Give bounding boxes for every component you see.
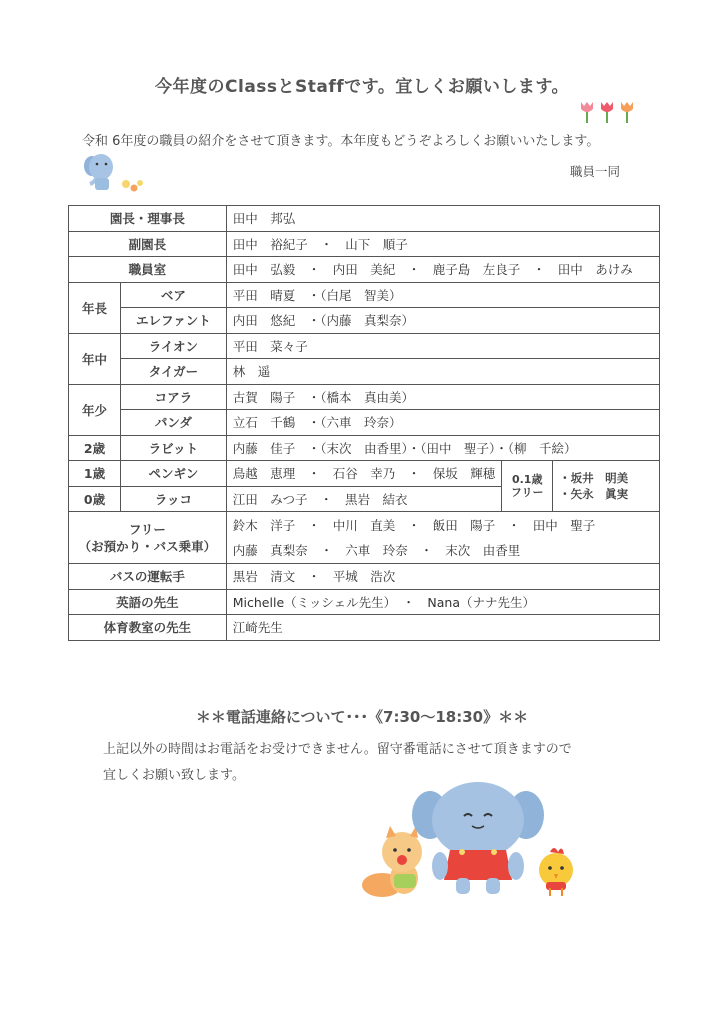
class-staff: 平田 菜々子 — [226, 333, 659, 359]
phone-text-line: 宜しくお願い致します。 — [103, 768, 245, 783]
intro-text: 令和 6年度の職員の紹介をさせて頂きます。本年度もどうぞよろしくお願いいたします。 — [82, 134, 600, 149]
english-names: Michelle（ミッシェル先生） ・ Nana（ナナ先生） — [226, 589, 659, 615]
table-row — [69, 410, 660, 436]
class-name: ベア — [121, 282, 227, 308]
table-row — [69, 282, 660, 308]
table-row — [69, 206, 660, 232]
table-row — [69, 615, 660, 641]
principal-label: 園長・理事長 — [69, 206, 227, 232]
baby-free-sublabel: フリー — [510, 486, 544, 499]
baby-free-staff — [553, 461, 660, 512]
table-row — [69, 257, 660, 283]
table-row — [69, 589, 660, 615]
free-title: フリー — [128, 521, 166, 537]
baby-free-label — [502, 461, 553, 512]
age2-label: 2歳 — [69, 435, 121, 461]
nencho-label: 年長 — [69, 282, 121, 333]
class-name: ラビット — [121, 435, 227, 461]
free-label — [69, 512, 227, 564]
class-name: ラッコ — [121, 486, 227, 512]
phone-title: ＊＊電話連絡について･･･《7:30～18:30》＊＊ — [195, 708, 529, 726]
bus-label: バスの運転手 — [69, 564, 227, 590]
nensho-label: 年少 — [69, 384, 121, 435]
class-staff: 古賀 陽子 ・（橋本 真由美） — [226, 384, 659, 410]
table-row — [69, 564, 660, 590]
class-name: タイガー — [121, 359, 227, 385]
class-name: パンダ — [121, 410, 227, 436]
class-name: ライオン — [121, 333, 227, 359]
nenchu-label: 年中 — [69, 333, 121, 384]
free-sublabel: （お預かり・バス乗車） — [78, 538, 217, 554]
class-staff: 江田 みつ子 ・ 黒岩 結衣 — [226, 486, 502, 512]
signature: 職員一同 — [570, 164, 621, 179]
free-staff — [226, 512, 659, 564]
table-row — [69, 359, 660, 385]
small-elephant-illustration — [82, 150, 148, 198]
principal-names: 田中 邦弘 — [226, 206, 659, 232]
class-name: エレファント — [121, 308, 227, 334]
class-name: ペンギン — [121, 461, 227, 487]
table-row — [69, 461, 660, 487]
baby-free-staff-name: ・坂井 明美 — [559, 471, 629, 485]
free-staff-line: 内藤 真梨奈 ・ 六車 玲奈 ・ 末次 由香里 — [232, 542, 521, 558]
table-row — [69, 435, 660, 461]
office-label: 職員室 — [69, 257, 227, 283]
table-row — [69, 384, 660, 410]
vice-principal-names: 田中 裕紀子 ・ 山下 順子 — [226, 231, 659, 257]
table-row — [69, 333, 660, 359]
vice-principal-label: 副園長 — [69, 231, 227, 257]
class-staff: 鳥越 恵理 ・ 石谷 幸乃 ・ 保坂 輝穂 — [226, 461, 502, 487]
pe-names: 江崎先生 — [226, 615, 659, 641]
squirrel-icon — [362, 826, 422, 897]
animals-illustration — [360, 780, 590, 910]
bus-names: 黒岩 清文 ・ 平城 浩次 — [226, 564, 659, 590]
class-staff: 内田 悠紀 ・（内藤 真梨奈） — [226, 308, 659, 334]
baby-free-staff-name: ・矢永 眞実 — [559, 487, 629, 501]
tulips-illustration — [578, 100, 640, 124]
class-staff: 内藤 佳子 ・（末次 由香里）・（田中 聖子）・（柳 千絵） — [226, 435, 659, 461]
class-staff: 平田 晴夏 ・（白尾 智美） — [226, 282, 659, 308]
english-label: 英語の先生 — [69, 589, 227, 615]
phone-text-line: 上記以外の時間はお電話をお受けできません。留守番電話にさせて頂きますので — [103, 742, 572, 757]
age0-label: 0歳 — [69, 486, 121, 512]
chick-icon — [539, 848, 573, 896]
table-row — [69, 512, 660, 564]
elephant-icon — [412, 782, 544, 894]
table-row — [69, 308, 660, 334]
class-staff: 立石 千鶴 ・（六車 玲奈） — [226, 410, 659, 436]
office-names: 田中 弘毅 ・ 内田 美紀 ・ 鹿子島 左良子 ・ 田中 あけみ — [226, 257, 659, 283]
class-staff: 林 遥 — [226, 359, 659, 385]
page-title: 今年度のClassとStaffです。宜しくお願いします。 — [155, 77, 569, 97]
pe-label: 体育教室の先生 — [69, 615, 227, 641]
baby-free-age: 0.1歳 — [511, 473, 543, 486]
free-staff-line: 鈴木 洋子 ・ 中川 直美 ・ 飯田 陽子 ・ 田中 聖子 — [232, 517, 596, 533]
staff-table — [68, 205, 660, 641]
table-row — [69, 231, 660, 257]
class-name: コアラ — [121, 384, 227, 410]
age1-label: 1歳 — [69, 461, 121, 487]
